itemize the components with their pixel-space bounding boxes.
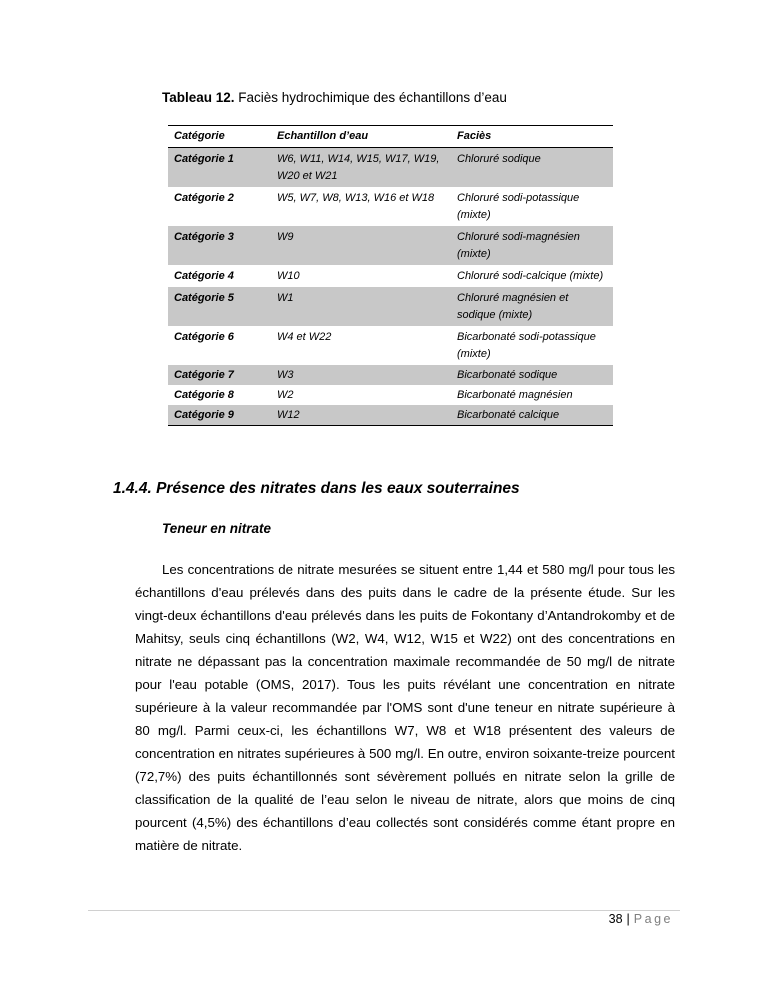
table-row [168,148,613,188]
cell-facies: Chloruré sodique [451,148,613,188]
cell-facies: Chloruré sodi-potassique (mixte) [457,192,580,221]
page-footer [609,912,673,926]
cell-category: Catégorie 4 [174,270,234,282]
cell-sample: W5, W7, W8, W13, W16 et W18 [277,192,435,204]
cell-facies: Chloruré sodi-calcique (mixte) [457,270,604,282]
table-row [168,405,613,426]
page-number: 38 [608,912,623,926]
cell-sample: W6, W11, W14, W15, W17, W19, W20 et W21 [271,148,451,188]
cell-facies: Chloruré sodi-magnésien (mixte) [451,226,613,265]
facies-table [168,125,613,426]
cell-category: Catégorie 9 [168,405,271,426]
table-row [168,287,613,326]
table-row [168,326,613,365]
table-row [168,385,613,405]
table-row [168,187,613,226]
header-category: Catégorie [168,126,271,148]
header-sample: Echantillon d’eau [271,126,451,148]
body-paragraph: Les concentrations de nitrate mesurées se situent entre 1,44 et 580 mg/l pour tous les échantillons d'eau prélevés dans des puits dans le cadre de la présente étude. Sur les vingt-deux échantillons d'eau prélevés dans les puits de Fokontany d’Antandrokomby et de Mahitsy, seuls cinq échantillons (W2, W4, W12, W15 et W22) ont des concentrations en nitrate ne dépassant pas la concentration maximale recommandée de 50 mg/l de nitrate pour l'eau potable (OMS, 2017). Tous les puits révélant une concentration en nitrate supérieure à la valeur recommandée par l'OMS sont d'une teneur en nitrate supérieure à 80 mg/l. Parmi ceux-ci, les échantillons W7, W8 et W18 présentent des valeurs de concentration en nitrates supérieures à 500 mg/l. En outre, environ soixante-treize pourcent (72,7%) des puits échantillonnés sont sévèrement pollués en nitrate selon la grille de classification de la qualité de l’eau selon le niveau de nitrate, alors que moins de cinq pourcent (4,5%) des échantillons d’eau collectés sont considérés comme étant propre en matière de nitrate. [135,562,675,853]
cell-category: Catégorie 7 [168,365,271,385]
footer-separator: | [626,912,630,926]
cell-category: Catégorie 3 [168,226,271,265]
cell-category: Catégorie 6 [174,331,234,343]
cell-category: Catégorie 8 [174,389,234,401]
caption-label: Tableau 12. [162,90,235,105]
cell-sample: W1 [271,287,451,326]
cell-sample: W3 [271,365,451,385]
cell-sample: W12 [271,405,451,426]
cell-facies: Chloruré magnésien et sodique (mixte) [451,287,613,326]
cell-category: Catégorie 1 [168,148,271,188]
cell-facies: Bicarbonaté sodique [451,365,613,385]
sub-heading: Teneur en nitrate [162,521,272,536]
cell-facies: Bicarbonaté magnésien [457,389,573,401]
cell-sample: W4 et W22 [277,331,332,343]
cell-facies: Bicarbonaté calcique [451,405,613,426]
cell-sample: W2 [277,389,294,401]
page-word: Page [633,912,673,926]
footer-divider [88,910,680,911]
caption-text: Faciès hydrochimique des échantillons d’eau [234,90,507,105]
table-header-row [168,126,613,148]
cell-category: Catégorie 2 [174,192,234,204]
table-row [168,265,613,287]
table-row [168,226,613,265]
header-facies: Faciès [451,126,613,148]
section-heading: 1.4.4. Présence des nitrates dans les eaux souterraines [113,480,520,497]
cell-facies: Bicarbonaté sodi-potassique (mixte) [457,331,596,360]
table-row [168,365,613,385]
cell-sample: W10 [277,270,300,282]
table-caption [162,90,507,105]
cell-category: Catégorie 5 [168,287,271,326]
cell-sample: W9 [271,226,451,265]
